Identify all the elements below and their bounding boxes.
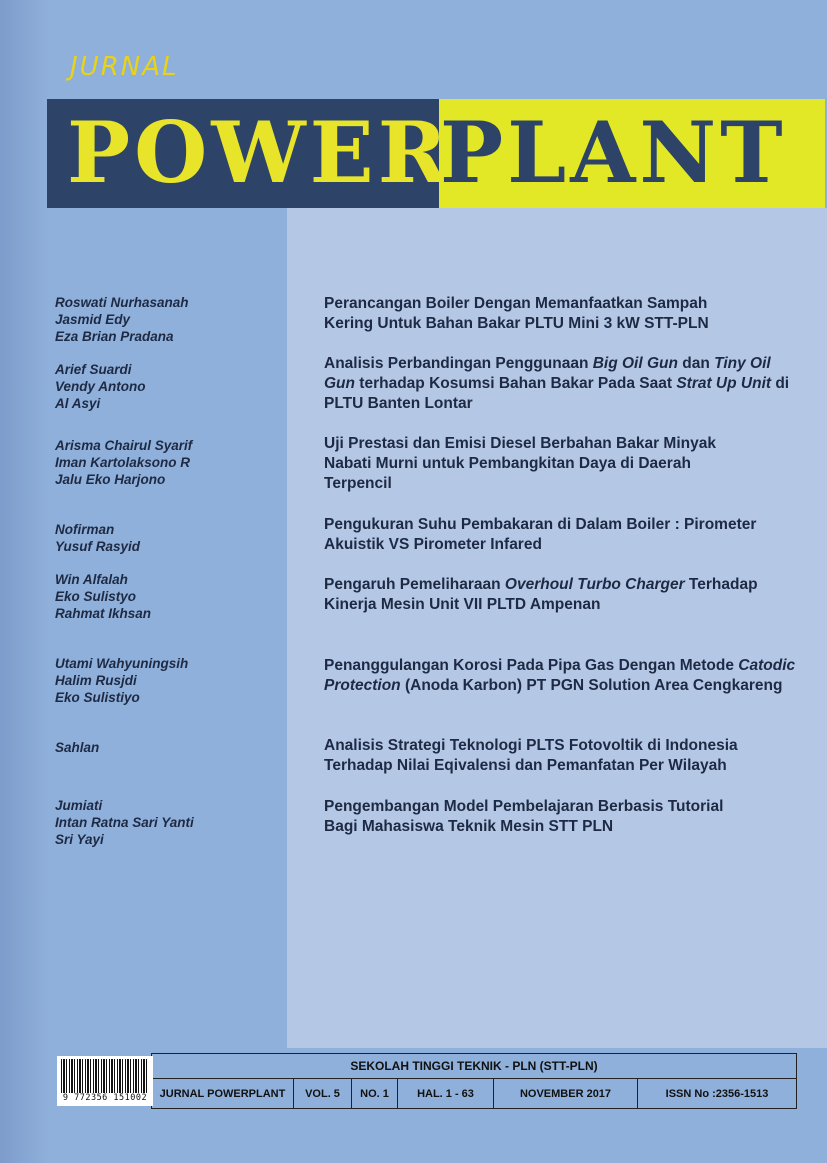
title-text: Pengaruh Pemeliharaan xyxy=(324,576,505,593)
institution-name: SEKOLAH TINGGI TEKNIK - PLN (STT-PLN) xyxy=(151,1053,797,1079)
title-text: Analisis Perbandingan Penggunaan xyxy=(324,355,593,372)
issue-info-row xyxy=(151,1079,797,1109)
article-authors xyxy=(55,797,275,848)
author-name: Win Alfalah xyxy=(55,572,128,587)
title-text: terhadap Kosumsi Bahan Bakar Pada Saat xyxy=(355,375,677,392)
article-title xyxy=(324,354,804,414)
cover-spine-shade xyxy=(0,0,48,1163)
contents-panel xyxy=(287,208,827,1048)
issue-number: NO. 1 xyxy=(352,1079,398,1108)
author-name: Rahmat Ikhsan xyxy=(55,606,152,621)
journal-label: JURNAL xyxy=(70,52,179,82)
article-title-line: Terpencil xyxy=(324,475,392,492)
author-name: Al Asyi xyxy=(55,396,101,411)
article-title-line: Pengembangan Model Pembelajaran Berbasis Tutorial xyxy=(324,798,724,815)
author-name: Nofirman xyxy=(55,522,115,537)
title-text: di PLTU Banten Lontar xyxy=(324,375,790,412)
title-text: Penanggulangan Korosi Pada Pipa Gas Dengan Metode xyxy=(324,657,739,674)
article-title xyxy=(324,797,804,837)
article-title-line: Bagi Mahasiswa Teknik Mesin STT PLN xyxy=(324,818,614,835)
author-name: Intan Ratna Sari Yanti xyxy=(55,815,194,830)
author-name: Jumiati xyxy=(55,798,103,813)
article-authors xyxy=(55,294,275,345)
article-title-line: Akuistik VS Pirometer Infared xyxy=(324,536,542,553)
article-authors xyxy=(55,655,275,706)
title-power: POWER xyxy=(67,103,452,202)
article-title-line: Kering Untuk Bahan Bakar PLTU Mini 3 kW STT-PLN xyxy=(324,315,709,332)
barcode xyxy=(57,1056,153,1106)
author-name: Vendy Antono xyxy=(55,379,146,394)
issn: ISSN No :2356-1513 xyxy=(665,1087,769,1100)
imprint-box xyxy=(47,1053,797,1109)
title-italic-text: Strat Up Unit xyxy=(676,375,772,392)
title-text: (Anoda Karbon) PT PGN Solution Area Cengkareng xyxy=(400,677,783,694)
barcode-number: 9 772356 151002 xyxy=(62,1093,148,1103)
article-title xyxy=(324,434,804,494)
author-name: Sahlan xyxy=(55,740,100,755)
article-title xyxy=(324,515,804,555)
volume: VOL. 5 xyxy=(294,1079,352,1108)
journal-name: JURNAL POWERPLANT xyxy=(152,1079,294,1108)
article-title-line: Nabati Murni untuk Pembangkitan Daya di Daerah xyxy=(324,455,691,472)
author-name: Iman Kartolaksono R xyxy=(55,455,191,470)
article-title-line: Terhadap Nilai Eqivalensi dan Pemanfatan Per Wilayah xyxy=(324,757,727,774)
article-title-line: Uji Prestasi dan Emisi Diesel Berbahan Bakar Minyak xyxy=(324,435,716,452)
author-name: Eza Brian Pradana xyxy=(55,329,174,344)
title-text: Terhadap Kinerja Mesin Unit VII PLTD Ampenan xyxy=(324,576,758,613)
author-name: Sri Yayi xyxy=(55,832,104,847)
article-authors xyxy=(55,739,275,756)
article-authors xyxy=(55,361,275,412)
author-name: Jalu Eko Harjono xyxy=(55,472,166,487)
article-title-line: Perancangan Boiler Dengan Memanfaatkan Sampah xyxy=(324,295,708,312)
title-italic-text: Tiny Oil Gun xyxy=(324,355,771,392)
author-name: Jasmid Edy xyxy=(55,312,131,327)
article-title xyxy=(324,575,804,615)
title-italic-text: Catodic Protection xyxy=(324,657,796,694)
author-name: Utami Wahyuningsih xyxy=(55,656,189,671)
article-title xyxy=(324,656,804,696)
article-title xyxy=(324,294,804,334)
author-name: Eko Sulistyo xyxy=(55,589,137,604)
author-name: Arisma Chairul Syarif xyxy=(55,438,193,453)
title-italic-text: Overhoul Turbo Charger xyxy=(504,576,685,593)
author-name: Eko Sulistiyo xyxy=(55,690,140,705)
article-title-line: Pengukuran Suhu Pembakaran di Dalam Boiler : Pirometer xyxy=(324,516,757,533)
author-name: Arief Suardi xyxy=(55,362,132,377)
author-name: Yusuf Rasyid xyxy=(55,539,141,554)
page-range: HAL. 1 - 63 xyxy=(398,1079,494,1108)
author-name: Roswati Nurhasanah xyxy=(55,295,189,310)
title-plant: PLANT xyxy=(440,103,787,202)
article-authors xyxy=(55,571,275,622)
issue-date: NOVEMBER 2017 xyxy=(494,1079,638,1108)
article-authors xyxy=(55,521,275,555)
title-italic-text: Big Oil Gun xyxy=(592,355,678,372)
article-title-line: Analisis Strategi Teknologi PLTS Fotovoltik di Indonesia xyxy=(324,737,738,754)
article-authors xyxy=(55,437,275,488)
author-name: Halim Rusjdi xyxy=(55,673,137,688)
barcode-bars xyxy=(61,1059,149,1093)
masthead xyxy=(47,99,825,208)
article-title xyxy=(324,736,804,776)
title-text: dan xyxy=(677,355,715,372)
